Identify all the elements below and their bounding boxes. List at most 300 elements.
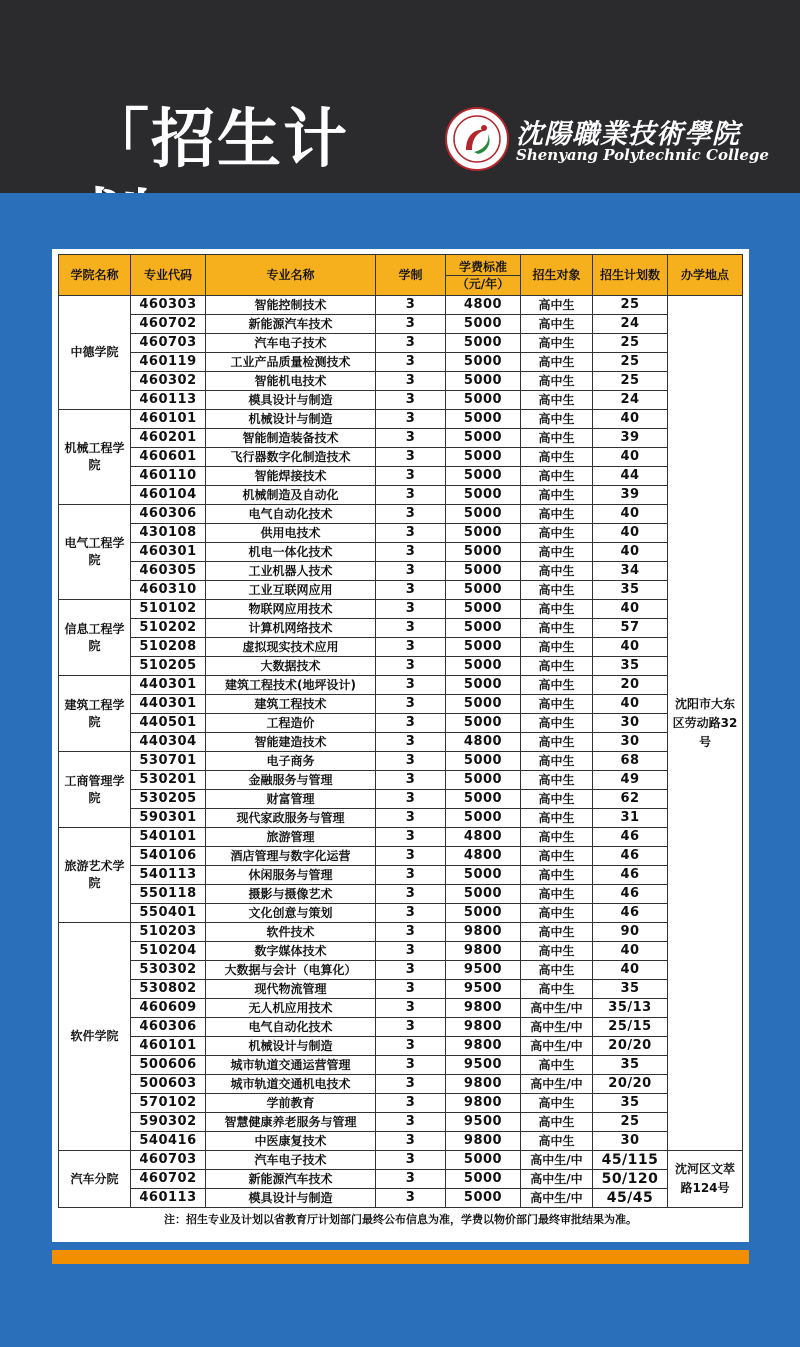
major-name-cell: 机械制造及自动化 bbox=[206, 486, 376, 505]
plan-count-cell: 40 bbox=[593, 505, 668, 524]
header-bar bbox=[0, 0, 800, 193]
duration-cell: 3 bbox=[376, 486, 446, 505]
major-name-cell: 城市轨道交通机电技术 bbox=[206, 1075, 376, 1094]
plan-count-cell: 40 bbox=[593, 524, 668, 543]
target-cell: 高中生 bbox=[521, 543, 593, 562]
college-name-cell: 工商管理学院 bbox=[59, 752, 131, 828]
target-cell: 高中生 bbox=[521, 752, 593, 771]
tuition-cell: 5000 bbox=[446, 714, 521, 733]
enrollment-panel bbox=[52, 249, 749, 1242]
tuition-cell: 9800 bbox=[446, 1132, 521, 1151]
tuition-cell: 5000 bbox=[446, 866, 521, 885]
plan-count-cell: 31 bbox=[593, 809, 668, 828]
target-cell: 高中生 bbox=[521, 562, 593, 581]
target-cell: 高中生/中 bbox=[521, 1018, 593, 1037]
header-major: 专业名称 bbox=[206, 255, 376, 296]
major-name-cell: 智能制造装备技术 bbox=[206, 429, 376, 448]
major-name-cell: 软件技术 bbox=[206, 923, 376, 942]
location-branch-cell: 沈河区文萃路124号 bbox=[668, 1151, 743, 1208]
major-code-cell: 510204 bbox=[131, 942, 206, 961]
major-code-cell: 510203 bbox=[131, 923, 206, 942]
major-name-cell: 建筑工程技术 bbox=[206, 695, 376, 714]
target-cell: 高中生 bbox=[521, 733, 593, 752]
major-code-cell: 460110 bbox=[131, 467, 206, 486]
duration-cell: 3 bbox=[376, 1113, 446, 1132]
plan-count-cell: 62 bbox=[593, 790, 668, 809]
target-cell: 高中生 bbox=[521, 391, 593, 410]
duration-cell: 3 bbox=[376, 847, 446, 866]
header-tuition-label: 学费标准 bbox=[458, 259, 507, 274]
target-cell: 高中生 bbox=[521, 505, 593, 524]
major-code-cell: 540416 bbox=[131, 1132, 206, 1151]
major-name-cell: 数字媒体技术 bbox=[206, 942, 376, 961]
duration-cell: 3 bbox=[376, 695, 446, 714]
duration-cell: 3 bbox=[376, 448, 446, 467]
major-name-cell: 智能机电技术 bbox=[206, 372, 376, 391]
major-code-cell: 430108 bbox=[131, 524, 206, 543]
duration-cell: 3 bbox=[376, 828, 446, 847]
table-row bbox=[59, 809, 743, 828]
tuition-cell: 5000 bbox=[446, 809, 521, 828]
college-name-cell: 电气工程学院 bbox=[59, 505, 131, 600]
plan-count-cell: 34 bbox=[593, 562, 668, 581]
plan-count-cell: 46 bbox=[593, 885, 668, 904]
duration-cell: 3 bbox=[376, 1151, 446, 1170]
duration-cell: 3 bbox=[376, 391, 446, 410]
duration-cell: 3 bbox=[376, 866, 446, 885]
table-row bbox=[59, 296, 743, 315]
plan-count-cell: 40 bbox=[593, 638, 668, 657]
plan-count-cell: 25/15 bbox=[593, 1018, 668, 1037]
enrollment-table bbox=[58, 254, 743, 1208]
major-name-cell: 物联网应用技术 bbox=[206, 600, 376, 619]
major-code-cell: 440301 bbox=[131, 676, 206, 695]
major-code-cell: 460306 bbox=[131, 1018, 206, 1037]
tuition-cell: 5000 bbox=[446, 904, 521, 923]
table-row bbox=[59, 1075, 743, 1094]
duration-cell: 3 bbox=[376, 315, 446, 334]
target-cell: 高中生 bbox=[521, 334, 593, 353]
major-name-cell: 智能建造技术 bbox=[206, 733, 376, 752]
tuition-cell: 9800 bbox=[446, 1094, 521, 1113]
table-row bbox=[59, 676, 743, 695]
header-target: 招生对象 bbox=[521, 255, 593, 296]
target-cell: 高中生/中 bbox=[521, 999, 593, 1018]
table-row bbox=[59, 1132, 743, 1151]
college-name-en: Shenyang Polytechnic College bbox=[516, 146, 769, 164]
major-name-cell: 计算机网络技术 bbox=[206, 619, 376, 638]
plan-count-cell: 35 bbox=[593, 657, 668, 676]
plan-count-cell: 30 bbox=[593, 1132, 668, 1151]
header-code: 专业代码 bbox=[131, 255, 206, 296]
duration-cell: 3 bbox=[376, 543, 446, 562]
header-location: 办学地点 bbox=[668, 255, 743, 296]
table-row bbox=[59, 980, 743, 999]
tuition-cell: 5000 bbox=[446, 562, 521, 581]
tuition-cell: 5000 bbox=[446, 315, 521, 334]
major-code-cell: 540113 bbox=[131, 866, 206, 885]
plan-count-cell: 46 bbox=[593, 866, 668, 885]
target-cell: 高中生 bbox=[521, 695, 593, 714]
tuition-cell: 5000 bbox=[446, 486, 521, 505]
tuition-cell: 5000 bbox=[446, 771, 521, 790]
major-name-cell: 供用电技术 bbox=[206, 524, 376, 543]
location-main-cell: 沈阳市大东区劳动路32号 bbox=[668, 296, 743, 1151]
tuition-cell: 5000 bbox=[446, 790, 521, 809]
target-cell: 高中生 bbox=[521, 809, 593, 828]
major-code-cell: 460703 bbox=[131, 334, 206, 353]
major-name-cell: 大数据技术 bbox=[206, 657, 376, 676]
target-cell: 高中生 bbox=[521, 714, 593, 733]
duration-cell: 3 bbox=[376, 1170, 446, 1189]
tuition-cell: 4800 bbox=[446, 733, 521, 752]
table-row bbox=[59, 486, 743, 505]
major-name-cell: 电气自动化技术 bbox=[206, 1018, 376, 1037]
tuition-cell: 5000 bbox=[446, 638, 521, 657]
major-code-cell: 590301 bbox=[131, 809, 206, 828]
major-name-cell: 休闲服务与管理 bbox=[206, 866, 376, 885]
major-code-cell: 550401 bbox=[131, 904, 206, 923]
duration-cell: 3 bbox=[376, 524, 446, 543]
table-row bbox=[59, 942, 743, 961]
plan-count-cell: 25 bbox=[593, 296, 668, 315]
plan-count-cell: 35 bbox=[593, 1094, 668, 1113]
plan-count-cell: 40 bbox=[593, 942, 668, 961]
major-code-cell: 530802 bbox=[131, 980, 206, 999]
footnote: 注：招生专业及计划以省教育厅计划部门最终公布信息为准，学费以物价部门最终审批结果为准。 bbox=[164, 1213, 637, 1226]
major-name-cell: 工程造价 bbox=[206, 714, 376, 733]
tuition-cell: 5000 bbox=[446, 391, 521, 410]
major-name-cell: 智慧健康养老服务与管理 bbox=[206, 1113, 376, 1132]
major-code-cell: 510208 bbox=[131, 638, 206, 657]
target-cell: 高中生/中 bbox=[521, 1075, 593, 1094]
header-tuition-unit: （元/年） bbox=[446, 275, 520, 292]
duration-cell: 3 bbox=[376, 657, 446, 676]
duration-cell: 3 bbox=[376, 714, 446, 733]
table-row bbox=[59, 391, 743, 410]
major-name-cell: 机电一体化技术 bbox=[206, 543, 376, 562]
target-cell: 高中生 bbox=[521, 296, 593, 315]
table-body bbox=[59, 296, 743, 1208]
duration-cell: 3 bbox=[376, 581, 446, 600]
major-code-cell: 550118 bbox=[131, 885, 206, 904]
tuition-cell: 5000 bbox=[446, 429, 521, 448]
major-name-cell: 新能源汽车技术 bbox=[206, 1170, 376, 1189]
table-row bbox=[59, 505, 743, 524]
major-name-cell: 金融服务与管理 bbox=[206, 771, 376, 790]
major-name-cell: 新能源汽车技术 bbox=[206, 315, 376, 334]
plan-count-cell: 24 bbox=[593, 391, 668, 410]
table-row bbox=[59, 885, 743, 904]
target-cell: 高中生 bbox=[521, 524, 593, 543]
target-cell: 高中生 bbox=[521, 657, 593, 676]
table-row bbox=[59, 1170, 743, 1189]
college-name-cell: 汽车分院 bbox=[59, 1151, 131, 1208]
target-cell: 高中生 bbox=[521, 1056, 593, 1075]
tuition-cell: 9500 bbox=[446, 961, 521, 980]
target-cell: 高中生 bbox=[521, 866, 593, 885]
duration-cell: 3 bbox=[376, 733, 446, 752]
target-cell: 高中生 bbox=[521, 1094, 593, 1113]
table-row bbox=[59, 733, 743, 752]
target-cell: 高中生 bbox=[521, 923, 593, 942]
target-cell: 高中生 bbox=[521, 410, 593, 429]
major-code-cell: 500603 bbox=[131, 1075, 206, 1094]
target-cell: 高中生 bbox=[521, 372, 593, 391]
duration-cell: 3 bbox=[376, 904, 446, 923]
plan-count-cell: 40 bbox=[593, 600, 668, 619]
major-code-cell: 540106 bbox=[131, 847, 206, 866]
plan-count-cell: 35/13 bbox=[593, 999, 668, 1018]
plan-count-cell: 25 bbox=[593, 353, 668, 372]
duration-cell: 3 bbox=[376, 505, 446, 524]
table-row bbox=[59, 619, 743, 638]
duration-cell: 3 bbox=[376, 885, 446, 904]
target-cell: 高中生/中 bbox=[521, 1170, 593, 1189]
college-name-cell: 信息工程学院 bbox=[59, 600, 131, 676]
tuition-cell: 9500 bbox=[446, 980, 521, 999]
plan-count-cell: 39 bbox=[593, 429, 668, 448]
target-cell: 高中生/中 bbox=[521, 1151, 593, 1170]
major-name-cell: 机械设计与制造 bbox=[206, 410, 376, 429]
duration-cell: 3 bbox=[376, 429, 446, 448]
major-name-cell: 建筑工程技术(地坪设计) bbox=[206, 676, 376, 695]
major-code-cell: 500606 bbox=[131, 1056, 206, 1075]
major-name-cell: 电子商务 bbox=[206, 752, 376, 771]
duration-cell: 3 bbox=[376, 296, 446, 315]
major-code-cell: 460703 bbox=[131, 1151, 206, 1170]
major-code-cell: 530302 bbox=[131, 961, 206, 980]
duration-cell: 3 bbox=[376, 1132, 446, 1151]
duration-cell: 3 bbox=[376, 809, 446, 828]
major-name-cell: 机械设计与制造 bbox=[206, 1037, 376, 1056]
tuition-cell: 5000 bbox=[446, 353, 521, 372]
target-cell: 高中生 bbox=[521, 847, 593, 866]
major-code-cell: 460201 bbox=[131, 429, 206, 448]
duration-cell: 3 bbox=[376, 923, 446, 942]
table-row bbox=[59, 543, 743, 562]
target-cell: 高中生 bbox=[521, 771, 593, 790]
major-name-cell: 旅游管理 bbox=[206, 828, 376, 847]
tuition-cell: 5000 bbox=[446, 600, 521, 619]
major-code-cell: 460301 bbox=[131, 543, 206, 562]
college-name-cell: 软件学院 bbox=[59, 923, 131, 1151]
header-duration: 学制 bbox=[376, 255, 446, 296]
plan-count-cell: 35 bbox=[593, 581, 668, 600]
tuition-cell: 9800 bbox=[446, 999, 521, 1018]
duration-cell: 3 bbox=[376, 1037, 446, 1056]
college-name-cell: 旅游艺术学院 bbox=[59, 828, 131, 923]
major-code-cell: 460113 bbox=[131, 391, 206, 410]
major-code-cell: 460601 bbox=[131, 448, 206, 467]
major-code-cell: 530201 bbox=[131, 771, 206, 790]
target-cell: 高中生 bbox=[521, 600, 593, 619]
major-code-cell: 460113 bbox=[131, 1189, 206, 1208]
major-code-cell: 530205 bbox=[131, 790, 206, 809]
target-cell: 高中生 bbox=[521, 790, 593, 809]
target-cell: 高中生 bbox=[521, 448, 593, 467]
table-row bbox=[59, 904, 743, 923]
college-name-cell: 中德学院 bbox=[59, 296, 131, 410]
tuition-cell: 9800 bbox=[446, 1018, 521, 1037]
major-code-cell: 540101 bbox=[131, 828, 206, 847]
plan-count-cell: 57 bbox=[593, 619, 668, 638]
table-row bbox=[59, 581, 743, 600]
duration-cell: 3 bbox=[376, 600, 446, 619]
table-row bbox=[59, 771, 743, 790]
major-name-cell: 模具设计与制造 bbox=[206, 391, 376, 410]
table-row bbox=[59, 923, 743, 942]
duration-cell: 3 bbox=[376, 999, 446, 1018]
major-name-cell: 城市轨道交通运营管理 bbox=[206, 1056, 376, 1075]
major-name-cell: 模具设计与制造 bbox=[206, 1189, 376, 1208]
target-cell: 高中生 bbox=[521, 942, 593, 961]
plan-count-cell: 40 bbox=[593, 410, 668, 429]
plan-count-cell: 68 bbox=[593, 752, 668, 771]
tuition-cell: 5000 bbox=[446, 752, 521, 771]
target-cell: 高中生 bbox=[521, 619, 593, 638]
target-cell: 高中生 bbox=[521, 467, 593, 486]
tuition-cell: 9800 bbox=[446, 923, 521, 942]
major-name-cell: 中医康复技术 bbox=[206, 1132, 376, 1151]
tuition-cell: 5000 bbox=[446, 695, 521, 714]
major-name-cell: 工业互联网应用 bbox=[206, 581, 376, 600]
table-row bbox=[59, 1113, 743, 1132]
table-row bbox=[59, 790, 743, 809]
plan-count-cell: 45/45 bbox=[593, 1189, 668, 1208]
target-cell: 高中生 bbox=[521, 486, 593, 505]
accent-bar bbox=[52, 1250, 749, 1264]
tuition-cell: 5000 bbox=[446, 657, 521, 676]
duration-cell: 3 bbox=[376, 1075, 446, 1094]
tuition-cell: 9500 bbox=[446, 1113, 521, 1132]
major-code-cell: 460119 bbox=[131, 353, 206, 372]
header-college: 学院名称 bbox=[59, 255, 131, 296]
plan-count-cell: 25 bbox=[593, 372, 668, 391]
tuition-cell: 5000 bbox=[446, 372, 521, 391]
plan-count-cell: 40 bbox=[593, 543, 668, 562]
duration-cell: 3 bbox=[376, 619, 446, 638]
major-name-cell: 汽车电子技术 bbox=[206, 334, 376, 353]
table-row bbox=[59, 600, 743, 619]
major-code-cell: 530701 bbox=[131, 752, 206, 771]
duration-cell: 3 bbox=[376, 353, 446, 372]
major-name-cell: 汽车电子技术 bbox=[206, 1151, 376, 1170]
table-row bbox=[59, 1094, 743, 1113]
tuition-cell: 4800 bbox=[446, 847, 521, 866]
major-code-cell: 460302 bbox=[131, 372, 206, 391]
table-row bbox=[59, 448, 743, 467]
tuition-cell: 5000 bbox=[446, 1189, 521, 1208]
tuition-cell: 5000 bbox=[446, 448, 521, 467]
table-row bbox=[59, 315, 743, 334]
major-name-cell: 电气自动化技术 bbox=[206, 505, 376, 524]
target-cell: 高中生 bbox=[521, 429, 593, 448]
table-row bbox=[59, 467, 743, 486]
tuition-cell: 5000 bbox=[446, 467, 521, 486]
tuition-cell: 5000 bbox=[446, 505, 521, 524]
table-row bbox=[59, 524, 743, 543]
duration-cell: 3 bbox=[376, 410, 446, 429]
major-code-cell: 460609 bbox=[131, 999, 206, 1018]
table-row bbox=[59, 1018, 743, 1037]
plan-count-cell: 24 bbox=[593, 315, 668, 334]
plan-count-cell: 20 bbox=[593, 676, 668, 695]
major-code-cell: 460101 bbox=[131, 1037, 206, 1056]
target-cell: 高中生 bbox=[521, 885, 593, 904]
major-name-cell: 工业产品质量检测技术 bbox=[206, 353, 376, 372]
tuition-cell: 5000 bbox=[446, 524, 521, 543]
tuition-cell: 5000 bbox=[446, 334, 521, 353]
target-cell: 高中生 bbox=[521, 638, 593, 657]
table-row bbox=[59, 1151, 743, 1170]
duration-cell: 3 bbox=[376, 1018, 446, 1037]
plan-count-cell: 90 bbox=[593, 923, 668, 942]
table-row bbox=[59, 353, 743, 372]
tuition-cell: 4800 bbox=[446, 296, 521, 315]
major-name-cell: 虚拟现实技术应用 bbox=[206, 638, 376, 657]
table-row bbox=[59, 1056, 743, 1075]
college-emblem-icon bbox=[444, 106, 510, 172]
tuition-cell: 5000 bbox=[446, 543, 521, 562]
tuition-cell: 5000 bbox=[446, 410, 521, 429]
tuition-cell: 5000 bbox=[446, 1151, 521, 1170]
duration-cell: 3 bbox=[376, 771, 446, 790]
major-code-cell: 460310 bbox=[131, 581, 206, 600]
plan-count-cell: 45/115 bbox=[593, 1151, 668, 1170]
major-code-cell: 460104 bbox=[131, 486, 206, 505]
major-code-cell: 510202 bbox=[131, 619, 206, 638]
major-name-cell: 摄影与摄像艺术 bbox=[206, 885, 376, 904]
major-name-cell: 现代物流管理 bbox=[206, 980, 376, 999]
plan-count-cell: 25 bbox=[593, 1113, 668, 1132]
table-row bbox=[59, 657, 743, 676]
tuition-cell: 9500 bbox=[446, 1056, 521, 1075]
major-code-cell: 590302 bbox=[131, 1113, 206, 1132]
target-cell: 高中生/中 bbox=[521, 1037, 593, 1056]
plan-count-cell: 40 bbox=[593, 961, 668, 980]
tuition-cell: 9800 bbox=[446, 1037, 521, 1056]
major-name-cell: 智能焊接技术 bbox=[206, 467, 376, 486]
plan-count-cell: 25 bbox=[593, 334, 668, 353]
plan-count-cell: 40 bbox=[593, 448, 668, 467]
tuition-cell: 5000 bbox=[446, 885, 521, 904]
table-row bbox=[59, 752, 743, 771]
plan-count-cell: 50/120 bbox=[593, 1170, 668, 1189]
header-plan: 招生计划数 bbox=[593, 255, 668, 296]
duration-cell: 3 bbox=[376, 372, 446, 391]
plan-count-cell: 35 bbox=[593, 1056, 668, 1075]
major-name-cell: 飞行器数字化制造技术 bbox=[206, 448, 376, 467]
duration-cell: 3 bbox=[376, 334, 446, 353]
duration-cell: 3 bbox=[376, 942, 446, 961]
table-row bbox=[59, 866, 743, 885]
duration-cell: 3 bbox=[376, 467, 446, 486]
header-tuition bbox=[446, 255, 521, 296]
major-name-cell: 无人机应用技术 bbox=[206, 999, 376, 1018]
table-row bbox=[59, 562, 743, 581]
major-name-cell: 酒店管理与数字化运营 bbox=[206, 847, 376, 866]
college-name-cell: 机械工程学院 bbox=[59, 410, 131, 505]
page-title: 「招生计 bbox=[85, 103, 349, 177]
target-cell: 高中生 bbox=[521, 904, 593, 923]
major-code-cell: 460702 bbox=[131, 315, 206, 334]
duration-cell: 3 bbox=[376, 638, 446, 657]
table-row bbox=[59, 828, 743, 847]
table-row bbox=[59, 695, 743, 714]
duration-cell: 3 bbox=[376, 1189, 446, 1208]
tuition-cell: 5000 bbox=[446, 676, 521, 695]
